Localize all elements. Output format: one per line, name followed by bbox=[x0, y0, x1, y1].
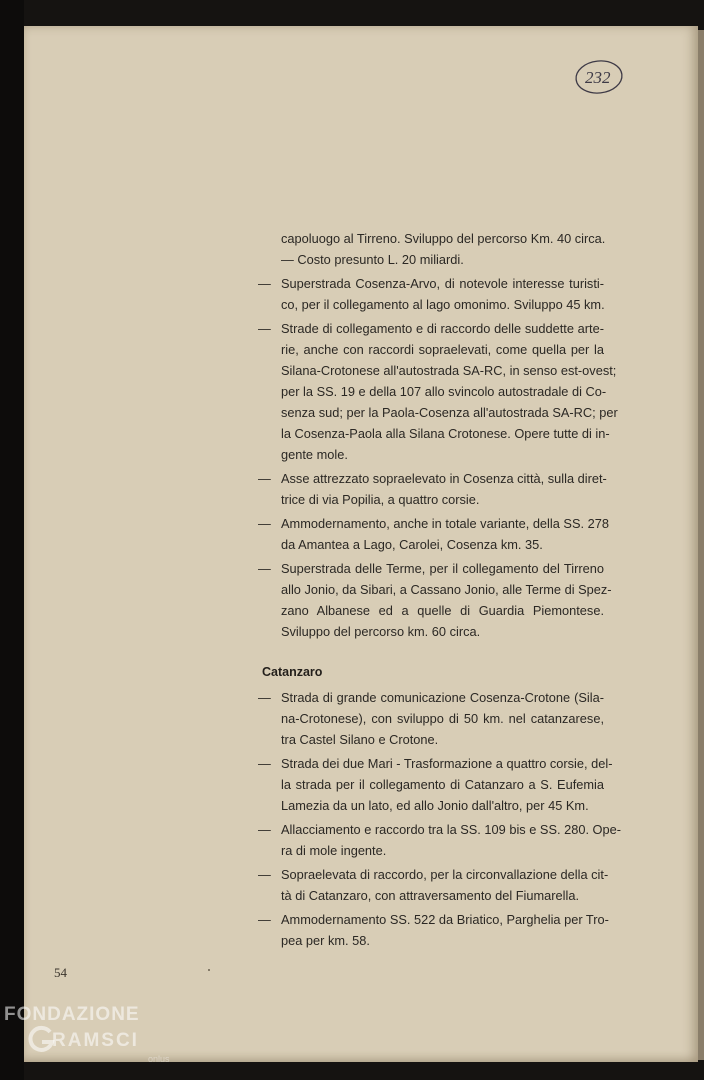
list-item bbox=[236, 819, 622, 861]
text-line: Superstrada delle Terme, per il collegamento del Tirreno bbox=[281, 561, 604, 576]
text-line: co, per il collegamento al lago omonimo. Sviluppo 45 km. bbox=[281, 297, 605, 312]
list-dash: — bbox=[258, 471, 271, 486]
list-dash: — bbox=[258, 822, 271, 837]
text-line: na-Crotonese), con sviluppo di 50 km. nel catanzarese, bbox=[281, 711, 604, 726]
text-line: allo Jonio, da Sibari, a Cassano Jonio, alle Terme di Spez- bbox=[281, 582, 612, 597]
continued-paragraph bbox=[236, 228, 604, 270]
list-item bbox=[236, 513, 609, 555]
list-item bbox=[236, 753, 613, 816]
list-dash: — bbox=[258, 867, 271, 882]
text-line: ra di mole ingente. bbox=[281, 843, 387, 858]
archive-number-text: 232 bbox=[585, 68, 611, 87]
text-line: zano Albanese ed a quelle di Guardia Piemontese. bbox=[281, 603, 604, 618]
text-line: da Amantea a Lago, Carolei, Cosenza km. 35. bbox=[281, 537, 543, 552]
text-line: tà di Catanzaro, con attraversamento del Fiumarella. bbox=[281, 888, 580, 903]
list-dash: — bbox=[258, 276, 271, 291]
section-heading-catanzaro: Catanzaro bbox=[262, 665, 323, 679]
list-item bbox=[236, 687, 604, 750]
text-line: la Cosenza-Paola alla Silana Crotonese. Opere tutte di in- bbox=[281, 426, 610, 441]
list-dash: — bbox=[258, 321, 271, 336]
text-line: Allacciamento e raccordo tra la SS. 109 bis e SS. 280. Ope- bbox=[281, 822, 622, 837]
scan-left-margin bbox=[0, 0, 24, 1080]
text-line: per la SS. 19 e della 107 allo svincolo autostradale di Co- bbox=[281, 384, 607, 399]
text-line: senza sud; per la Paola-Cosenza all'autostrada SA-RC; per bbox=[281, 405, 618, 420]
text-line: capoluogo al Tirreno. Sviluppo del percorso Km. 40 circa. bbox=[281, 231, 606, 246]
watermark-line2: RAMSCI bbox=[52, 1030, 139, 1051]
list-dash: — bbox=[258, 561, 271, 576]
page-number: 54 bbox=[54, 965, 67, 980]
text-line: Asse attrezzato sopraelevato in Cosenza città, sulla diret- bbox=[281, 471, 607, 486]
text-line: Sviluppo del percorso km. 60 circa. bbox=[281, 624, 481, 639]
text-line: rie, anche con raccordi sopraelevati, come quella per la bbox=[281, 342, 604, 357]
text-block-cosenza bbox=[236, 228, 618, 645]
text-line: gente mole. bbox=[281, 447, 348, 462]
text-line: Lamezia da un lato, ed allo Jonio dall'altro, per 45 Km. bbox=[281, 798, 589, 813]
text-line: Strade di collegamento e di raccordo delle suddette arte- bbox=[281, 321, 604, 336]
text-line: — Costo presunto L. 20 miliardi. bbox=[281, 252, 464, 267]
text-line: pea per km. 58. bbox=[281, 933, 370, 948]
watermark-onlus: onlus bbox=[148, 1054, 170, 1064]
text-line: Sopraelevata di raccordo, per la circonvallazione della cit- bbox=[281, 867, 609, 882]
text-line: Strada dei due Mari - Trasformazione a quattro corsie, del- bbox=[281, 756, 613, 771]
list-dash: — bbox=[258, 912, 271, 927]
list-item bbox=[236, 909, 609, 951]
list-dash: — bbox=[258, 690, 271, 705]
fondazione-gramsci-watermark bbox=[4, 1000, 184, 1080]
list-item bbox=[236, 468, 607, 510]
list-dash: — bbox=[258, 516, 271, 531]
text-block-catanzaro bbox=[236, 687, 622, 954]
page-edge bbox=[698, 30, 704, 1060]
text-line: trice di via Popilia, a quattro corsie. bbox=[281, 492, 480, 507]
watermark-line1: FONDAZIONE bbox=[4, 1004, 140, 1025]
text-line: Silana-Crotonese all'autostrada SA-RC, in senso est-ovest; bbox=[281, 363, 617, 378]
text-line: Ammodernamento SS. 522 da Briatico, Parghelia per Tro- bbox=[281, 912, 609, 927]
text-line: Strada di grande comunicazione Cosenza-Crotone (Sila- bbox=[281, 690, 604, 705]
text-line: tra Castel Silano e Crotone. bbox=[281, 732, 439, 747]
list-item bbox=[236, 864, 609, 906]
archive-number-stamp bbox=[574, 58, 624, 96]
list-item bbox=[236, 273, 604, 315]
text-line: Ammodernamento, anche in totale variante, della SS. 278 bbox=[281, 516, 609, 531]
list-item bbox=[236, 318, 618, 465]
list-dash: — bbox=[258, 756, 271, 771]
text-line: la strada per il collegamento di Catanzaro a S. Eufemia bbox=[281, 777, 604, 792]
list-item bbox=[236, 558, 612, 642]
speck bbox=[208, 969, 210, 971]
text-line: Superstrada Cosenza-Arvo, di notevole interesse turisti- bbox=[281, 276, 604, 291]
